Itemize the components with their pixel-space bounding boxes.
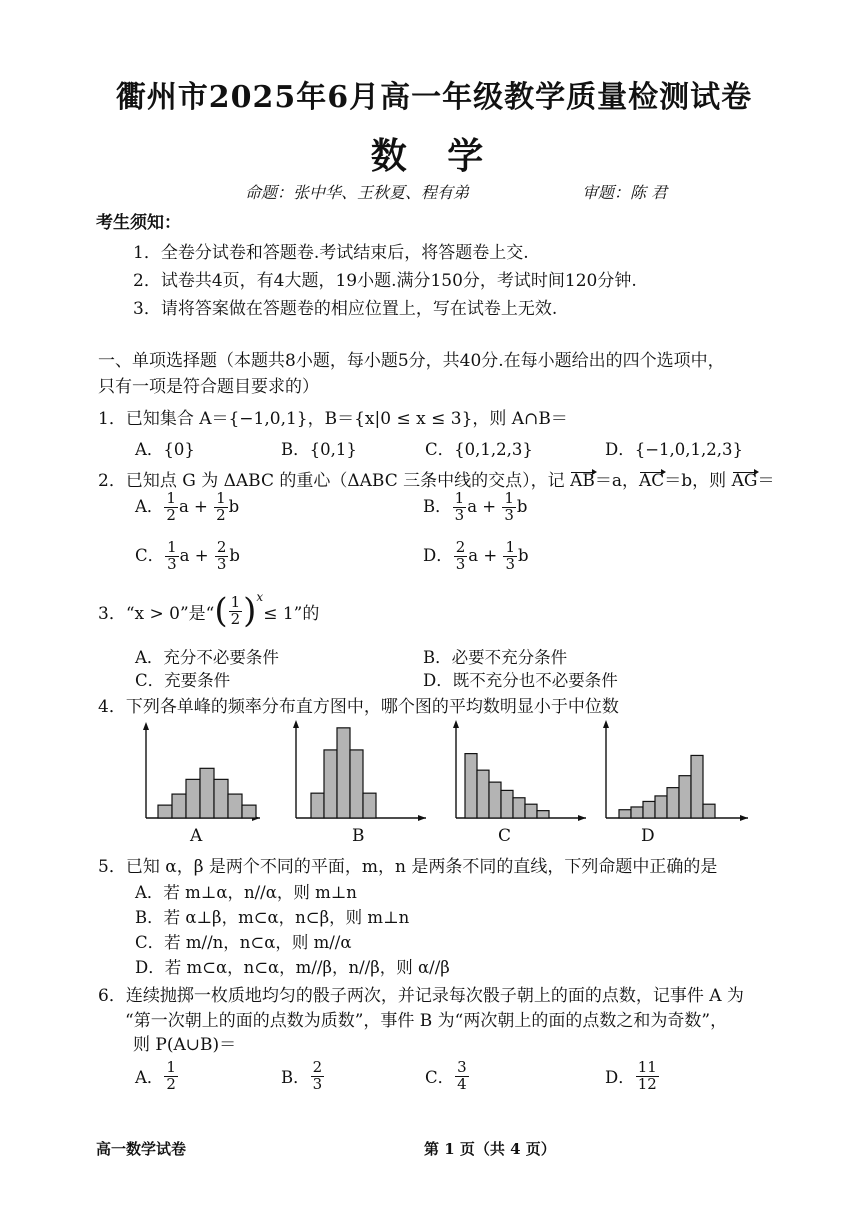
numerator: 1: [454, 489, 465, 507]
numerator: 1: [167, 538, 177, 556]
y-axis-arrow-icon: [143, 722, 149, 730]
question-6-line1: 6．连续抛掷一枚质地均匀的骰子两次，并记录每次骰子朝上的面的点数，记事件 A 为: [98, 986, 744, 1006]
fraction: [636, 1060, 659, 1093]
y-axis-arrow-icon: [293, 720, 299, 728]
option-label: A．: [135, 1068, 164, 1088]
histogram-bar: [350, 750, 363, 818]
denominator: 2: [230, 609, 241, 628]
paren-left: (: [214, 591, 228, 631]
fraction: [164, 491, 178, 524]
option-label: D．: [423, 545, 453, 565]
option-label: B．: [423, 496, 452, 516]
question-6-line2: “第一次朝上的面的点数为质数”，事件 B 为“两次朝上的面的点数之和为奇数”，: [125, 1011, 728, 1031]
subject-title: 数 学: [370, 135, 498, 177]
histogram-figures: [0, 718, 868, 848]
numerator: 11: [637, 1058, 657, 1076]
q2-option-b: B． $\frac{1}{3}$ a + $\frac{1}{3}$ b: [423, 489, 528, 524]
histogram-bar: [186, 779, 200, 818]
q5-option-d: D．若 m⊂α，n⊂α，m//β，n//β，则 α//β: [135, 958, 450, 977]
histogram-bar: [465, 754, 477, 818]
vector-ac: AC: [638, 471, 665, 491]
histogram-bar: [537, 811, 549, 818]
denominator: 3: [505, 554, 515, 573]
histogram-bar: [655, 796, 667, 818]
histogram-bar: [643, 801, 655, 818]
section-heading: 一、单项选择题（本题共8小题，每小题5分，共40分.在每小题给出的四个选项中，: [98, 351, 725, 371]
paren-right: ): [243, 591, 257, 631]
numerator: 1: [230, 592, 241, 611]
histogram-bar: [363, 793, 376, 818]
q3-option-c: C．充要条件: [135, 671, 231, 690]
vector-ag: AG: [731, 471, 758, 491]
page-title: 衢州市2025年6月高一年级教学质量检测试卷: [115, 80, 753, 115]
denominator: 3: [312, 1074, 323, 1093]
vector-ab: AB: [570, 471, 595, 491]
q3-stem-b: ≤ 1”的: [263, 603, 320, 624]
denominator: 2: [166, 505, 176, 524]
numerator: 2: [455, 538, 466, 556]
notice-item: 3．请将答案做在答题卷的相应位置上，写在试卷上无效.: [133, 299, 558, 319]
notice-heading: 考生须知：: [96, 213, 181, 233]
histogram-bar: [525, 804, 537, 818]
q2-eq-a: ＝a，: [594, 471, 639, 491]
section-heading-cont: 只有一项是符合题目要求的）: [98, 377, 319, 397]
q5-option-b: B．若 α⊥β，m⊂α，n⊂β，则 m⊥n: [135, 908, 410, 927]
denominator: 3: [216, 554, 227, 573]
q3-option-a: A．充分不必要条件: [135, 648, 279, 667]
fraction: [215, 540, 229, 573]
fraction: [453, 491, 467, 524]
q1-option-d: D．{−1,0,1,2,3}: [605, 440, 744, 459]
histogram-bar: [619, 810, 631, 818]
q6-option-c: [425, 1060, 470, 1093]
histogram-bar: [242, 805, 256, 818]
denominator: 3: [167, 554, 177, 573]
q2-option-a: A． $\frac{1}{2}$ a + $\frac{1}{2}$ b: [135, 489, 240, 524]
histogram-bar: [691, 755, 703, 818]
question-4-stem: 4．下列各单峰的频率分布直方图中，哪个图的平均数明显小于中位数: [98, 697, 619, 717]
numerator: 1: [504, 489, 514, 507]
fraction: [503, 540, 517, 573]
q2-option-c: C． $\frac{1}{3}$ a + $\frac{2}{3}$ b: [135, 538, 240, 573]
fraction: [214, 491, 228, 524]
question-1-stem: 1．已知集合 A＝{−1,0,1}，B＝{x|0 ≤ x ≤ 3}，则 A∩B＝: [98, 409, 568, 429]
authors-line: 命题：张中华、王秋夏、程有弟: [245, 183, 470, 202]
histogram-label-b: B: [352, 826, 365, 846]
histogram-bar: [489, 782, 501, 818]
question-5-stem: 5．已知 α，β 是两个不同的平面，m，n 是两条不同的直线，下列命题中正确的是: [98, 857, 718, 877]
q2-eq-b: ＝b，则: [664, 471, 732, 491]
x-axis-arrow-icon: [740, 815, 748, 821]
numerator: 1: [505, 538, 515, 556]
q3-stem-a: 3．“x > 0”是“: [98, 603, 215, 624]
histogram-bar: [311, 793, 324, 818]
q2-stem-text: 2．已知点 G 为 ΔABC 的重心（ΔABC 三条中线的交点），记: [98, 471, 571, 491]
histogram-label-c: C: [498, 826, 512, 846]
histogram-bar: [172, 794, 186, 818]
histogram-bar: [337, 728, 350, 818]
q5-option-c: C．若 m//n，n⊂α，则 m//α: [135, 933, 352, 952]
histogram-bar: [158, 805, 172, 818]
q3-option-b: B．必要不充分条件: [423, 648, 568, 667]
histogram-label-d: D: [641, 826, 655, 846]
numerator: 1: [166, 489, 176, 507]
fraction: [455, 1060, 469, 1093]
question-2-stem: [98, 466, 774, 491]
fraction: [454, 540, 468, 573]
y-axis-arrow-icon: [453, 720, 459, 728]
q5-option-a: A．若 m⊥α，n//α，则 m⊥n: [135, 883, 357, 902]
numerator: 2: [312, 1058, 323, 1076]
q6-option-a: [135, 1060, 179, 1093]
q1-option-b: B．{0,1}: [281, 440, 357, 459]
x-axis-arrow-icon: [578, 815, 586, 821]
notice-item: 1．全卷分试卷和答题卷.考试结束后，将答题卷上交.: [133, 243, 529, 263]
fraction: [164, 1060, 178, 1093]
option-label: D．: [605, 1068, 635, 1088]
histogram-label-a: A: [190, 826, 203, 846]
question-3-stem: [98, 590, 320, 631]
histogram-bar: [703, 804, 715, 818]
fraction: [165, 540, 179, 573]
histogram-bar: [214, 779, 228, 818]
q1-option-a: A．{0}: [135, 440, 195, 459]
histogram-bar: [667, 788, 679, 818]
histogram-bar: [631, 807, 643, 818]
numerator: 2: [216, 538, 227, 556]
fraction: [502, 491, 516, 524]
histogram-bar: [477, 770, 489, 818]
footer-left: 高一数学试卷: [96, 1140, 187, 1158]
histogram-bar: [501, 790, 513, 818]
exponent: x: [256, 590, 264, 604]
x-axis-arrow-icon: [418, 815, 426, 821]
denominator: 2: [166, 1074, 176, 1093]
denominator: 12: [637, 1074, 657, 1093]
fraction: [311, 1060, 325, 1093]
histogram-bar: [679, 776, 691, 818]
histogram-bar: [228, 794, 242, 818]
reviewer-line: 审题：陈 君: [582, 183, 668, 202]
histogram-bar: [200, 768, 214, 818]
notice-item: 2．试卷共4页，有4大题，19小题.满分150分，考试时间120分钟.: [133, 271, 637, 291]
y-axis-arrow-icon: [603, 720, 609, 728]
q1-option-c: C．{0,1,2,3}: [425, 440, 533, 459]
option-label: B．: [281, 1068, 310, 1088]
q6-option-d: [605, 1060, 660, 1093]
page-number: 第 1 页（共 4 页）: [424, 1140, 556, 1158]
denominator: 3: [454, 505, 465, 524]
denominator: 3: [455, 554, 466, 573]
option-label: C．: [425, 1068, 455, 1088]
denominator: 3: [504, 505, 514, 524]
histogram-bar: [513, 798, 525, 818]
option-label: C．: [135, 545, 165, 565]
numerator: 3: [457, 1058, 467, 1076]
fraction: [229, 592, 243, 628]
q2-option-d: D． $\frac{2}{3}$ a + $\frac{1}{3}$ b: [423, 538, 529, 573]
denominator: 4: [457, 1074, 467, 1093]
numerator: 1: [166, 1058, 176, 1076]
q3-option-d: D．既不充分也不必要条件: [423, 671, 618, 690]
numerator: 1: [216, 489, 226, 507]
histogram-bar: [324, 750, 337, 818]
option-label: A．: [135, 496, 164, 516]
question-6-line3: 则 P(A∪B)＝: [133, 1035, 237, 1055]
q6-option-b: [281, 1060, 325, 1093]
q2-tail: ＝: [757, 471, 775, 491]
denominator: 2: [216, 505, 226, 524]
